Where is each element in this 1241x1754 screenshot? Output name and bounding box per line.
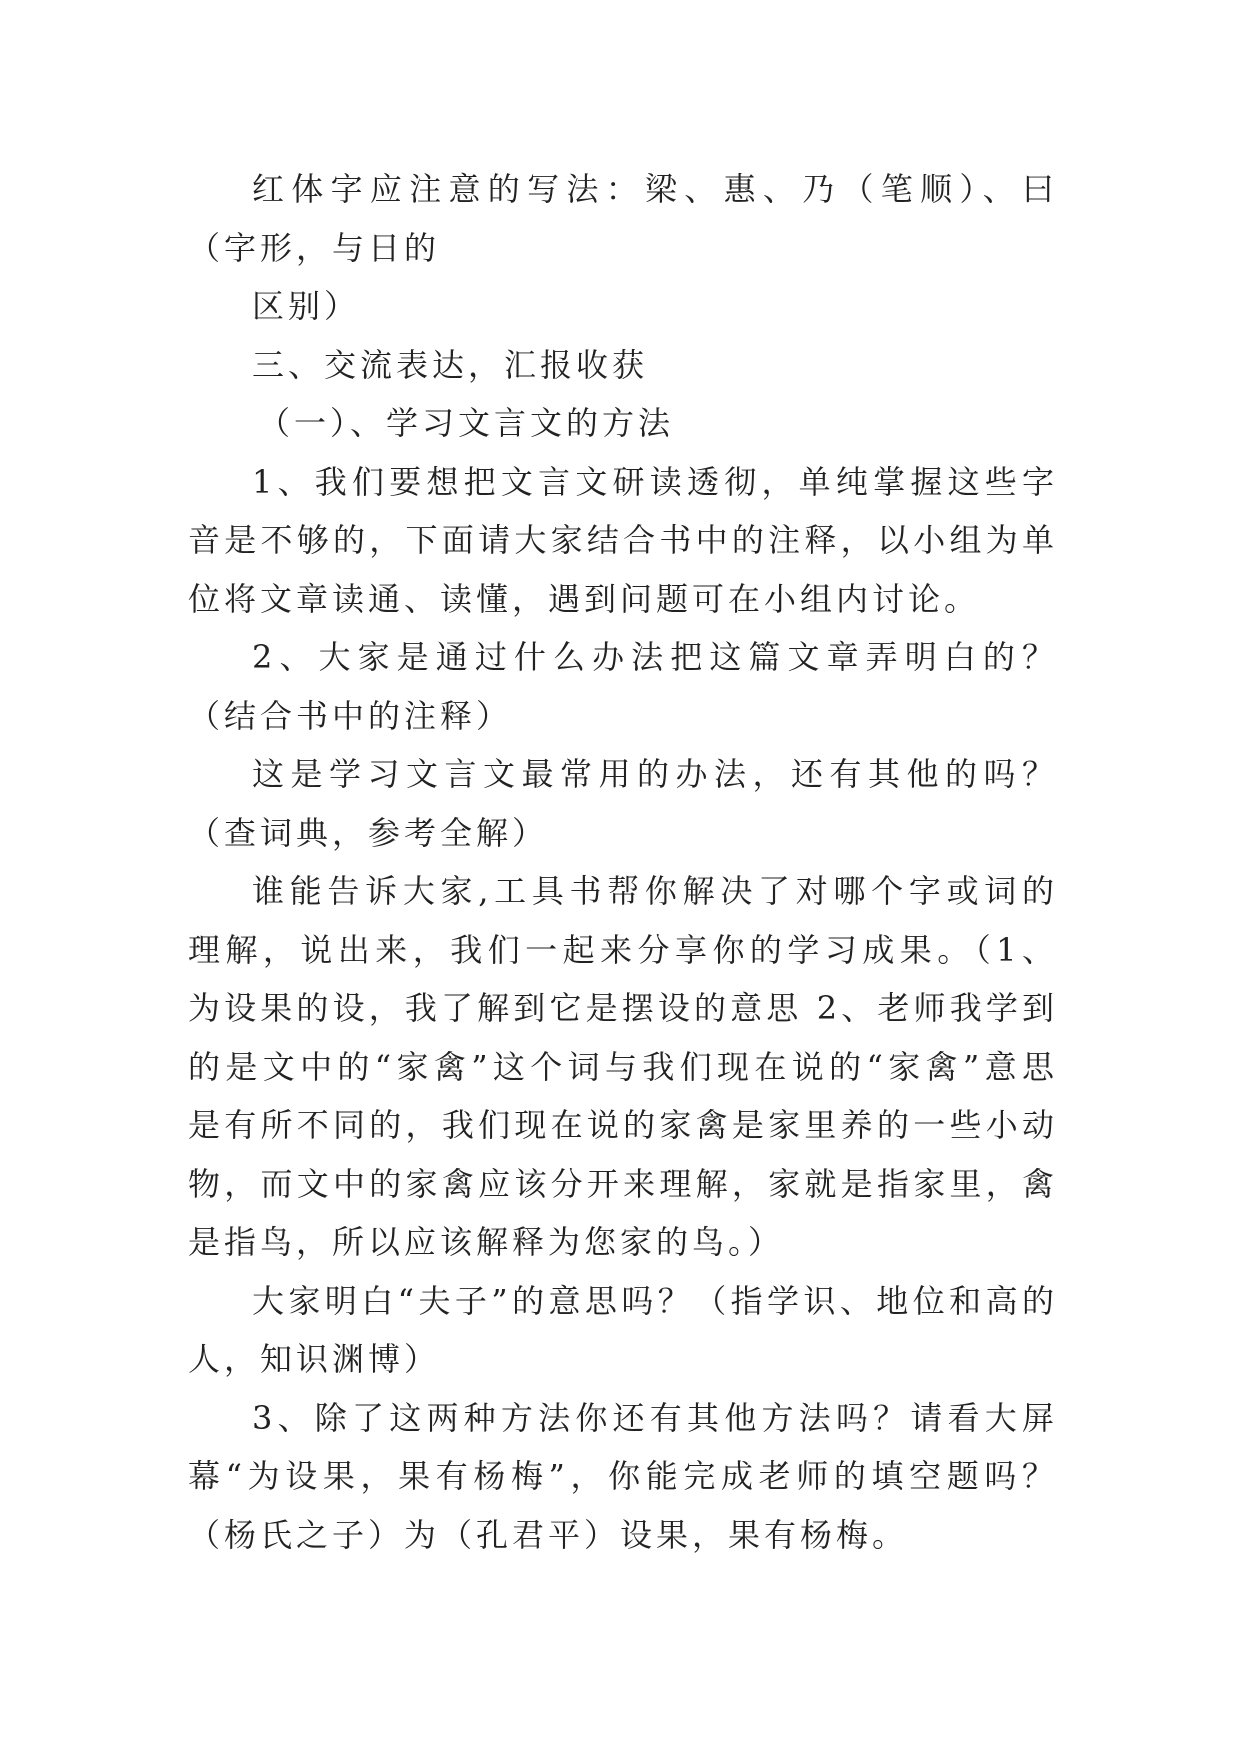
paragraph-step-3: 3、除了这两种方法你还有其他方法吗？请看大屏幕“为设果，果有杨梅”，你能完成老师的填空题吗？（杨氏之子）为（孔君平）设果，果有杨梅。 bbox=[188, 1398, 1058, 1554]
paragraph-step-1: 1、我们要想把文言文研读透彻，单纯掌握这些字音是不够的，下面请大家结合书中的注释，以小组为单位将文章读通、读懂，遇到问题可在小组内讨论。 bbox=[188, 462, 1058, 618]
paragraph-other-methods: 这是学习文言文最常用的办法，还有其他的吗？（查词典，参考全解） bbox=[188, 755, 1058, 852]
paragraph-note-red-characters: 红体字应注意的写法：梁、惠、乃（笔顺）、曰（字形，与日的 bbox=[188, 170, 1058, 267]
paragraph-step-2: 2、大家是通过什么办法把这篇文章弄明白的？（结合书中的注释） bbox=[188, 638, 1058, 735]
paragraph-reference-books: 谁能告诉大家,工具书帮你解决了对哪个字或词的理解，说出来，我们一起来分享你的学习成果。（1、为设果的设，我了解到它是摆设的意思 2、老师我学到的是文中的“家禽”这个词与我们现在说的“家禽”意思是有所不同的，我们现在说的家禽是家里养的一些小动物，而文中的家禽应该分开来理解，家就是指家里，禽是指鸟，所以应该解释为您家的鸟。） bbox=[188, 872, 1058, 1261]
subsection-heading: （一）、学习文言文的方法 bbox=[258, 404, 675, 442]
paragraph-fuzi-meaning: 大家明白“夫子”的意思吗？（指学识、地位和高的人，知识渊博） bbox=[188, 1281, 1058, 1378]
section-heading: 三、交流表达，汇报收获 bbox=[252, 345, 649, 384]
document-body bbox=[188, 160, 1058, 1564]
paragraph-note-continued: 区别） bbox=[252, 287, 361, 325]
